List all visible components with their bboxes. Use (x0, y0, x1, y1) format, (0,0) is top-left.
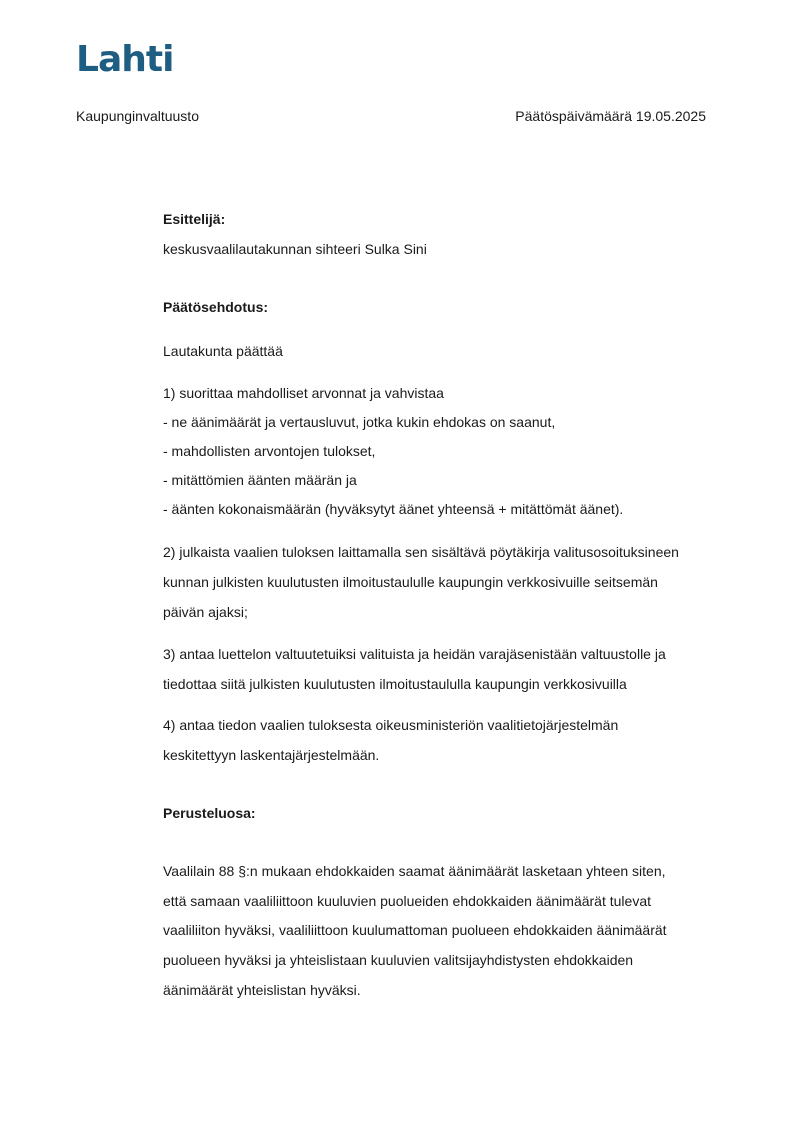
proposal-label: Päätösehdotus: (163, 299, 269, 315)
decision-date: Päätöspäivämäärä 19.05.2025 (515, 108, 706, 124)
proposal-item1-line: - mahdollisten arvontojen tulokset, (163, 443, 376, 459)
proposal-item4-line: 4) antaa tiedon vaalien tuloksesta oikeusministeriön vaalitietojärjestelmän (163, 717, 619, 733)
rationale-line: äänimäärät yhteislistan hyväksi. (163, 982, 361, 998)
proposal-item4-line: keskitettyyn laskentajärjestelmään. (163, 747, 380, 763)
presenter-label: Esittelijä: (163, 211, 226, 227)
proposal-item3-line: tiedottaa siitä julkisten kuulutusten ilmoitustaululla kaupungin verkkosivuilla (163, 676, 627, 692)
proposal-item2-line: päivän ajaksi; (163, 604, 248, 620)
proposal-item1-line: - äänten kokonaismäärän (hyväksytyt äänet yhteensä + mitättömät äänet). (163, 501, 624, 517)
proposal-item1-line: - mitättömien äänten määrän ja (163, 472, 357, 488)
proposal-intro: Lautakunta päättää (163, 343, 283, 359)
proposal-item3-line: 3) antaa luettelon valtuutetuiksi valituista ja heidän varajäsenistään valtuustolle ja (163, 646, 666, 662)
lahti-logo: Lahti (76, 39, 174, 80)
proposal-item1-line: 1) suorittaa mahdolliset arvonnat ja vahvistaa (163, 385, 444, 401)
rationale-label: Perusteluosa: (163, 805, 256, 821)
proposal-item1-line: - ne äänimäärät ja vertausluvut, jotka kukin ehdokas on saanut, (163, 414, 556, 430)
rationale-line: vaaliliiton hyväksi, vaaliliittoon kuulumattoman puolueen ehdokkaiden äänimäärät (163, 922, 667, 938)
rationale-line: että samaan vaaliliittoon kuuluvien puolueiden ehdokkaiden äänimäärät tulevat (163, 893, 651, 909)
proposal-item2-line: kunnan julkisten kuulutusten ilmoitustaululle kaupungin verkkosivuille seitsemän (163, 574, 658, 590)
document-body-name: Kaupunginvaltuusto (76, 108, 199, 124)
rationale-line: Vaalilain 88 §:n mukaan ehdokkaiden saamat äänimäärät lasketaan yhteen siten, (163, 863, 666, 879)
presenter-name: keskusvaalilautakunnan sihteeri Sulka Sini (163, 241, 427, 257)
proposal-item2-line: 2) julkaista vaalien tuloksen laittamalla sen sisältävä pöytäkirja valitusosoituksineen (163, 544, 679, 560)
rationale-line: puolueen hyväksi ja yhteislistaan kuuluvien valitsijayhdistysten ehdokkaiden (163, 952, 634, 968)
